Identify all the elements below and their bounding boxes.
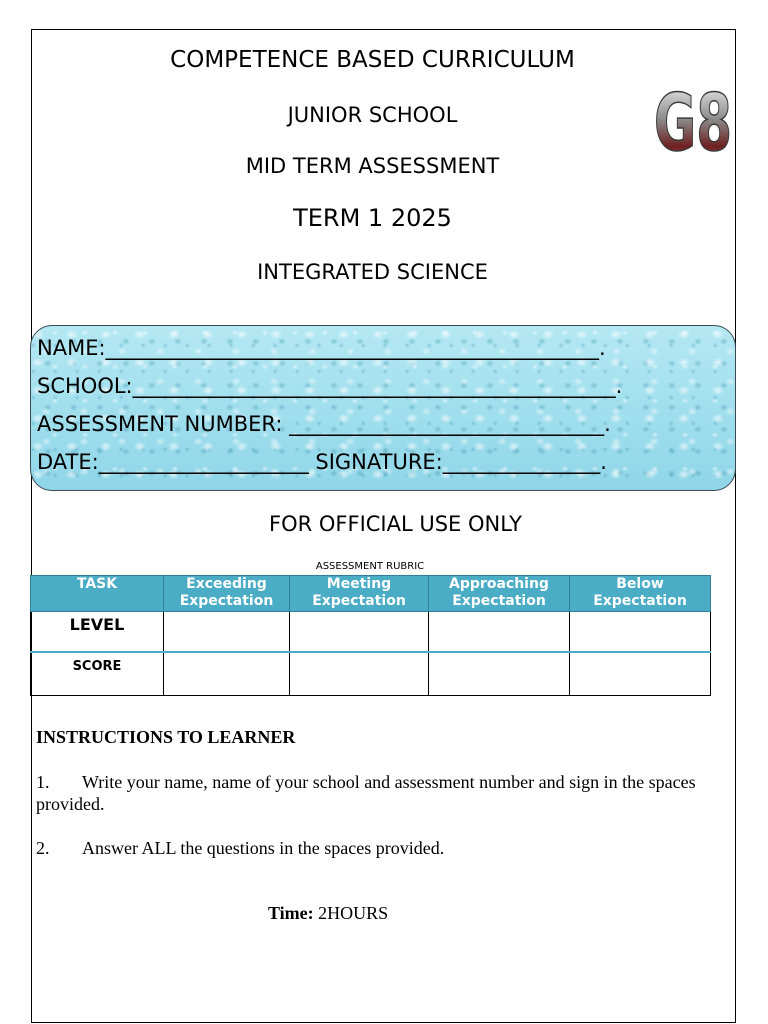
subject-title: INTEGRATED SCIENCE xyxy=(257,260,488,284)
rubric-header-task: TASK xyxy=(31,576,164,612)
rubric-cell xyxy=(429,612,570,653)
rubric-cell xyxy=(164,612,290,653)
rubric-header-exceeding: Exceeding Expectation xyxy=(164,576,290,612)
curriculum-title: COMPETENCE BASED CURRICULUM xyxy=(170,47,575,73)
time-allowed xyxy=(268,903,388,924)
school-level: JUNIOR SCHOOL xyxy=(287,103,458,127)
learner-info-box xyxy=(30,325,736,491)
assessment-number-field[interactable]: ASSESSMENT NUMBER: ______________________________. xyxy=(37,412,611,436)
instructions-title: INSTRUCTIONS TO LEARNER xyxy=(36,727,296,747)
instruction-text: Answer ALL the questions in the spaces provided. xyxy=(82,838,445,858)
time-label: Time: xyxy=(268,903,314,923)
rubric-caption: ASSESSMENT RUBRIC xyxy=(315,561,425,572)
grade-badge-logo xyxy=(652,42,734,169)
rubric-header-approaching: Approaching Expectation xyxy=(429,576,570,612)
rubric-cell xyxy=(290,652,429,696)
assessment-type: MID TERM ASSESSMENT xyxy=(245,154,500,178)
rubric-cell xyxy=(570,652,711,696)
rubric-row-level: LEVEL xyxy=(31,612,164,653)
rubric-row-score: SCORE xyxy=(31,652,164,696)
instruction-item-1 xyxy=(36,771,716,815)
term-label: TERM 1 2025 xyxy=(293,204,452,232)
assessment-rubric-table xyxy=(30,575,711,696)
grade-badge-text: G8 xyxy=(654,79,732,169)
instruction-number: 1. xyxy=(36,772,50,792)
rubric-cell xyxy=(570,612,711,653)
rubric-cell xyxy=(164,652,290,696)
rubric-header-below: Below Expectation xyxy=(570,576,711,612)
time-value: 2HOURS xyxy=(318,903,389,923)
instruction-number: 2. xyxy=(36,838,50,858)
school-field[interactable]: SCHOOL:______________________________________________. xyxy=(37,374,623,398)
official-use-heading: FOR OFFICIAL USE ONLY xyxy=(269,512,522,536)
instruction-item-2 xyxy=(36,837,716,859)
rubric-cell xyxy=(429,652,570,696)
rubric-header-meeting: Meeting Expectation xyxy=(290,576,429,612)
date-signature-field[interactable]: DATE:____________________ SIGNATURE:_______________. xyxy=(37,450,607,474)
instruction-text: Write your name, name of your school and assessment number and sign in the spaces provided. xyxy=(36,772,696,814)
name-field[interactable]: NAME:_______________________________________________. xyxy=(37,336,606,360)
rubric-cell xyxy=(290,612,429,653)
